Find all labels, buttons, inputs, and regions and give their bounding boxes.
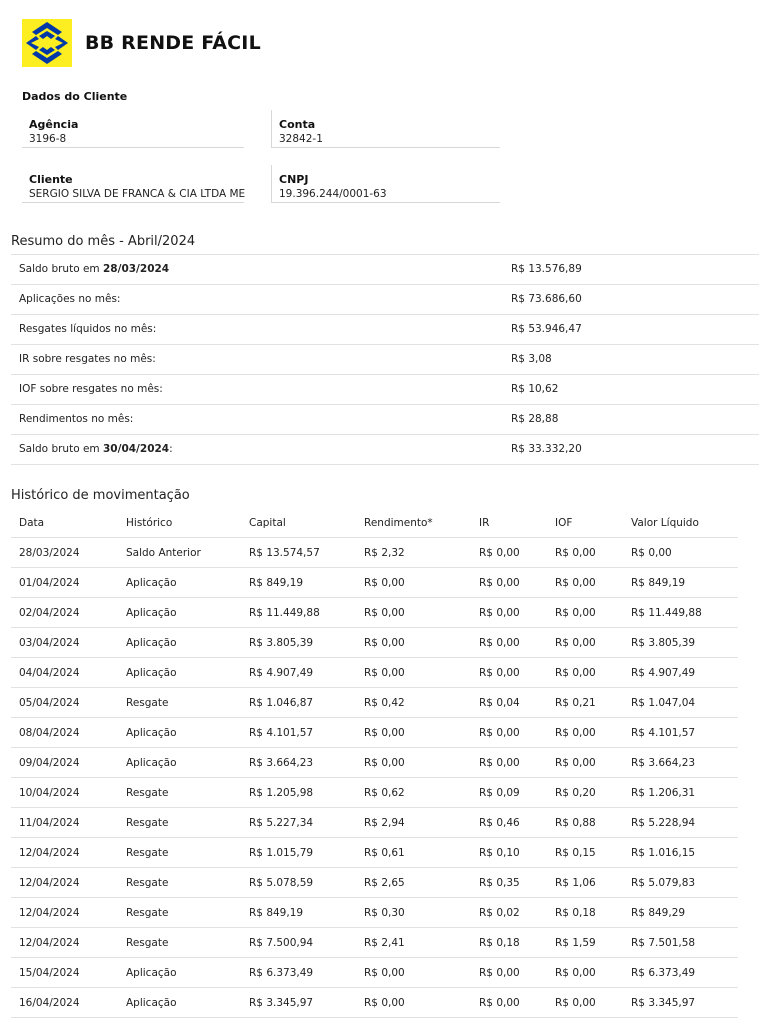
cnpj-label: CNPJ (279, 173, 309, 186)
table-cell: R$ 1.015,79 (241, 838, 356, 868)
table-cell: R$ 0,62 (356, 778, 471, 808)
table-cell: R$ 0,00 (547, 658, 623, 688)
cliente-label: Cliente (29, 173, 73, 186)
table-cell: R$ 3.345,97 (623, 988, 738, 1018)
table-cell: R$ 0,00 (356, 628, 471, 658)
summary-row (11, 255, 759, 285)
history-column-header: Capital (241, 508, 356, 538)
table-cell: R$ 0,04 (471, 688, 547, 718)
summary-row-label: Resgates líquidos no mês: (19, 323, 157, 335)
table-cell: Aplicação (118, 568, 241, 598)
table-cell: R$ 0,10 (471, 838, 547, 868)
table-cell: 15/04/2024 (11, 958, 118, 988)
history-column-header: IOF (547, 508, 623, 538)
summary-row (11, 285, 759, 315)
table-row (11, 958, 738, 988)
table-cell: 12/04/2024 (11, 898, 118, 928)
table-cell: R$ 0,00 (356, 568, 471, 598)
table-cell: R$ 3.664,23 (241, 748, 356, 778)
table-cell: Aplicação (118, 598, 241, 628)
table-cell: R$ 0,00 (547, 598, 623, 628)
summary-row-label: IR sobre resgates no mês: (19, 353, 156, 365)
table-cell: R$ 0,00 (547, 628, 623, 658)
table-cell: R$ 0,42 (356, 688, 471, 718)
table-cell: R$ 0,21 (547, 688, 623, 718)
history-header-row (11, 508, 738, 538)
table-cell: 02/04/2024 (11, 598, 118, 628)
summary-row-label: Rendimentos no mês: (19, 413, 134, 425)
table-cell: R$ 3.345,97 (241, 988, 356, 1018)
table-row (11, 928, 738, 958)
table-row (11, 778, 738, 808)
table-cell: R$ 0,00 (471, 598, 547, 628)
table-cell: R$ 3.664,23 (623, 748, 738, 778)
cnpj-value: 19.396.244/0001-63 (279, 188, 387, 200)
agencia-field (22, 110, 244, 148)
table-cell: Resgate (118, 688, 241, 718)
conta-field (271, 110, 500, 148)
table-cell: R$ 0,00 (356, 958, 471, 988)
history-column-header: Histórico (118, 508, 241, 538)
table-cell: Aplicação (118, 658, 241, 688)
summary-table (11, 254, 759, 465)
table-cell: Resgate (118, 928, 241, 958)
table-cell: R$ 0,00 (471, 748, 547, 778)
table-cell: R$ 7.501,58 (623, 928, 738, 958)
table-row (11, 868, 738, 898)
table-cell: R$ 0,00 (471, 988, 547, 1018)
table-cell: R$ 0,09 (471, 778, 547, 808)
table-cell: Resgate (118, 868, 241, 898)
banco-do-brasil-logo-icon (22, 19, 72, 67)
agencia-label: Agência (29, 118, 79, 131)
summary-row-label: IOF sobre resgates no mês: (19, 383, 163, 395)
table-cell: R$ 0,00 (547, 958, 623, 988)
conta-value: 32842-1 (279, 133, 323, 145)
table-cell: R$ 11.449,88 (241, 598, 356, 628)
table-cell: R$ 0,00 (471, 718, 547, 748)
brand-title: BB RENDE FÁCIL (85, 32, 261, 54)
table-row (11, 658, 738, 688)
history-column-header: IR (471, 508, 547, 538)
table-cell: R$ 0,20 (547, 778, 623, 808)
table-cell: 28/03/2024 (11, 538, 118, 568)
table-cell: Saldo Anterior (118, 538, 241, 568)
table-cell: 12/04/2024 (11, 868, 118, 898)
table-cell: R$ 1,06 (547, 868, 623, 898)
client-section-title: Dados do Cliente (22, 90, 128, 103)
table-row (11, 688, 738, 718)
table-cell: Aplicação (118, 988, 241, 1018)
table-cell: R$ 0,02 (471, 898, 547, 928)
table-row (11, 538, 738, 568)
table-cell: R$ 849,19 (241, 568, 356, 598)
summary-row (11, 375, 759, 405)
summary-row-value: R$ 53.946,47 (511, 323, 582, 335)
table-cell: R$ 6.373,49 (623, 958, 738, 988)
table-cell: R$ 2,94 (356, 808, 471, 838)
table-cell: Resgate (118, 808, 241, 838)
history-title: Histórico de movimentação (11, 488, 190, 503)
table-cell: R$ 1.206,31 (623, 778, 738, 808)
table-cell: R$ 4.101,57 (241, 718, 356, 748)
history-table (11, 508, 738, 1018)
table-cell: R$ 6.373,49 (241, 958, 356, 988)
table-cell: 10/04/2024 (11, 778, 118, 808)
summary-row-label: Aplicações no mês: (19, 293, 121, 305)
table-cell: R$ 0,00 (356, 598, 471, 628)
table-row (11, 718, 738, 748)
table-cell: R$ 0,00 (623, 538, 738, 568)
table-row (11, 838, 738, 868)
summary-row (11, 315, 759, 345)
table-cell: R$ 4.101,57 (623, 718, 738, 748)
table-row (11, 748, 738, 778)
table-row (11, 988, 738, 1018)
table-cell: 05/04/2024 (11, 688, 118, 718)
summary-row-value: R$ 28,88 (511, 413, 559, 425)
table-cell: R$ 0,00 (471, 958, 547, 988)
table-cell: 16/04/2024 (11, 988, 118, 1018)
summary-row-value: R$ 10,62 (511, 383, 559, 395)
summary-row-label: Saldo bruto em 28/03/2024 (19, 263, 170, 275)
table-cell: R$ 0,00 (547, 718, 623, 748)
table-cell: R$ 0,35 (471, 868, 547, 898)
table-cell: R$ 0,00 (547, 538, 623, 568)
table-row (11, 898, 738, 928)
table-cell: R$ 5.228,94 (623, 808, 738, 838)
table-cell: R$ 1.046,87 (241, 688, 356, 718)
table-cell: R$ 0,15 (547, 838, 623, 868)
summary-row-value: R$ 73.686,60 (511, 293, 582, 305)
table-cell: R$ 2,65 (356, 868, 471, 898)
cliente-field (22, 165, 244, 203)
table-cell: R$ 0,00 (356, 988, 471, 1018)
cliente-value: SERGIO SILVA DE FRANCA & CIA LTDA ME (29, 188, 246, 200)
table-cell: R$ 849,19 (623, 568, 738, 598)
table-cell: Resgate (118, 838, 241, 868)
table-cell: R$ 1.016,15 (623, 838, 738, 868)
table-cell: R$ 0,00 (471, 628, 547, 658)
table-cell: R$ 13.574,57 (241, 538, 356, 568)
table-cell: 08/04/2024 (11, 718, 118, 748)
history-column-header: Data (11, 508, 118, 538)
table-cell: R$ 0,61 (356, 838, 471, 868)
table-cell: R$ 0,88 (547, 808, 623, 838)
table-cell: R$ 849,19 (241, 898, 356, 928)
table-cell: R$ 0,00 (356, 718, 471, 748)
agencia-value: 3196-8 (29, 133, 67, 145)
table-cell: R$ 1,59 (547, 928, 623, 958)
table-row (11, 808, 738, 838)
table-cell: R$ 0,18 (471, 928, 547, 958)
table-row (11, 568, 738, 598)
summary-title: Resumo do mês - Abril/2024 (11, 234, 196, 249)
summary-row (11, 435, 759, 465)
summary-row (11, 405, 759, 435)
table-cell: 04/04/2024 (11, 658, 118, 688)
history-column-header: Rendimento* (356, 508, 471, 538)
table-cell: 01/04/2024 (11, 568, 118, 598)
table-cell: Resgate (118, 778, 241, 808)
summary-row (11, 345, 759, 375)
table-row (11, 628, 738, 658)
table-cell: R$ 0,18 (547, 898, 623, 928)
table-cell: R$ 0,00 (471, 568, 547, 598)
table-cell: Resgate (118, 898, 241, 928)
table-cell: R$ 0,00 (547, 568, 623, 598)
table-cell: R$ 5.227,34 (241, 808, 356, 838)
table-cell: R$ 2,41 (356, 928, 471, 958)
table-cell: R$ 0,46 (471, 808, 547, 838)
cnpj-field (271, 165, 500, 203)
conta-label: Conta (279, 118, 316, 131)
table-cell: Aplicação (118, 958, 241, 988)
header (22, 19, 261, 67)
table-cell: R$ 849,29 (623, 898, 738, 928)
table-cell: R$ 2,32 (356, 538, 471, 568)
table-cell: R$ 0,00 (547, 988, 623, 1018)
table-cell: R$ 5.078,59 (241, 868, 356, 898)
summary-row-value: R$ 3,08 (511, 353, 552, 365)
summary-row-label: Saldo bruto em 30/04/2024: (19, 443, 173, 455)
summary-row-value: R$ 33.332,20 (511, 443, 582, 455)
table-cell: R$ 5.079,83 (623, 868, 738, 898)
table-cell: 09/04/2024 (11, 748, 118, 778)
table-cell: 12/04/2024 (11, 838, 118, 868)
table-cell: R$ 0,00 (547, 748, 623, 778)
table-cell: R$ 0,00 (356, 658, 471, 688)
table-cell: Aplicação (118, 628, 241, 658)
history-column-header: Valor Líquido (623, 508, 738, 538)
summary-row-value: R$ 13.576,89 (511, 263, 582, 275)
table-cell: R$ 11.449,88 (623, 598, 738, 628)
table-cell: R$ 3.805,39 (623, 628, 738, 658)
table-cell: R$ 4.907,49 (623, 658, 738, 688)
table-cell: R$ 0,00 (471, 538, 547, 568)
table-cell: R$ 1.047,04 (623, 688, 738, 718)
table-cell: 11/04/2024 (11, 808, 118, 838)
table-cell: R$ 0,30 (356, 898, 471, 928)
table-cell: R$ 7.500,94 (241, 928, 356, 958)
table-cell: 12/04/2024 (11, 928, 118, 958)
table-cell: R$ 4.907,49 (241, 658, 356, 688)
table-cell: R$ 0,00 (356, 748, 471, 778)
table-row (11, 598, 738, 628)
table-cell: Aplicação (118, 748, 241, 778)
table-cell: 03/04/2024 (11, 628, 118, 658)
table-cell: R$ 1.205,98 (241, 778, 356, 808)
table-cell: R$ 0,00 (471, 658, 547, 688)
table-cell: R$ 3.805,39 (241, 628, 356, 658)
table-cell: Aplicação (118, 718, 241, 748)
